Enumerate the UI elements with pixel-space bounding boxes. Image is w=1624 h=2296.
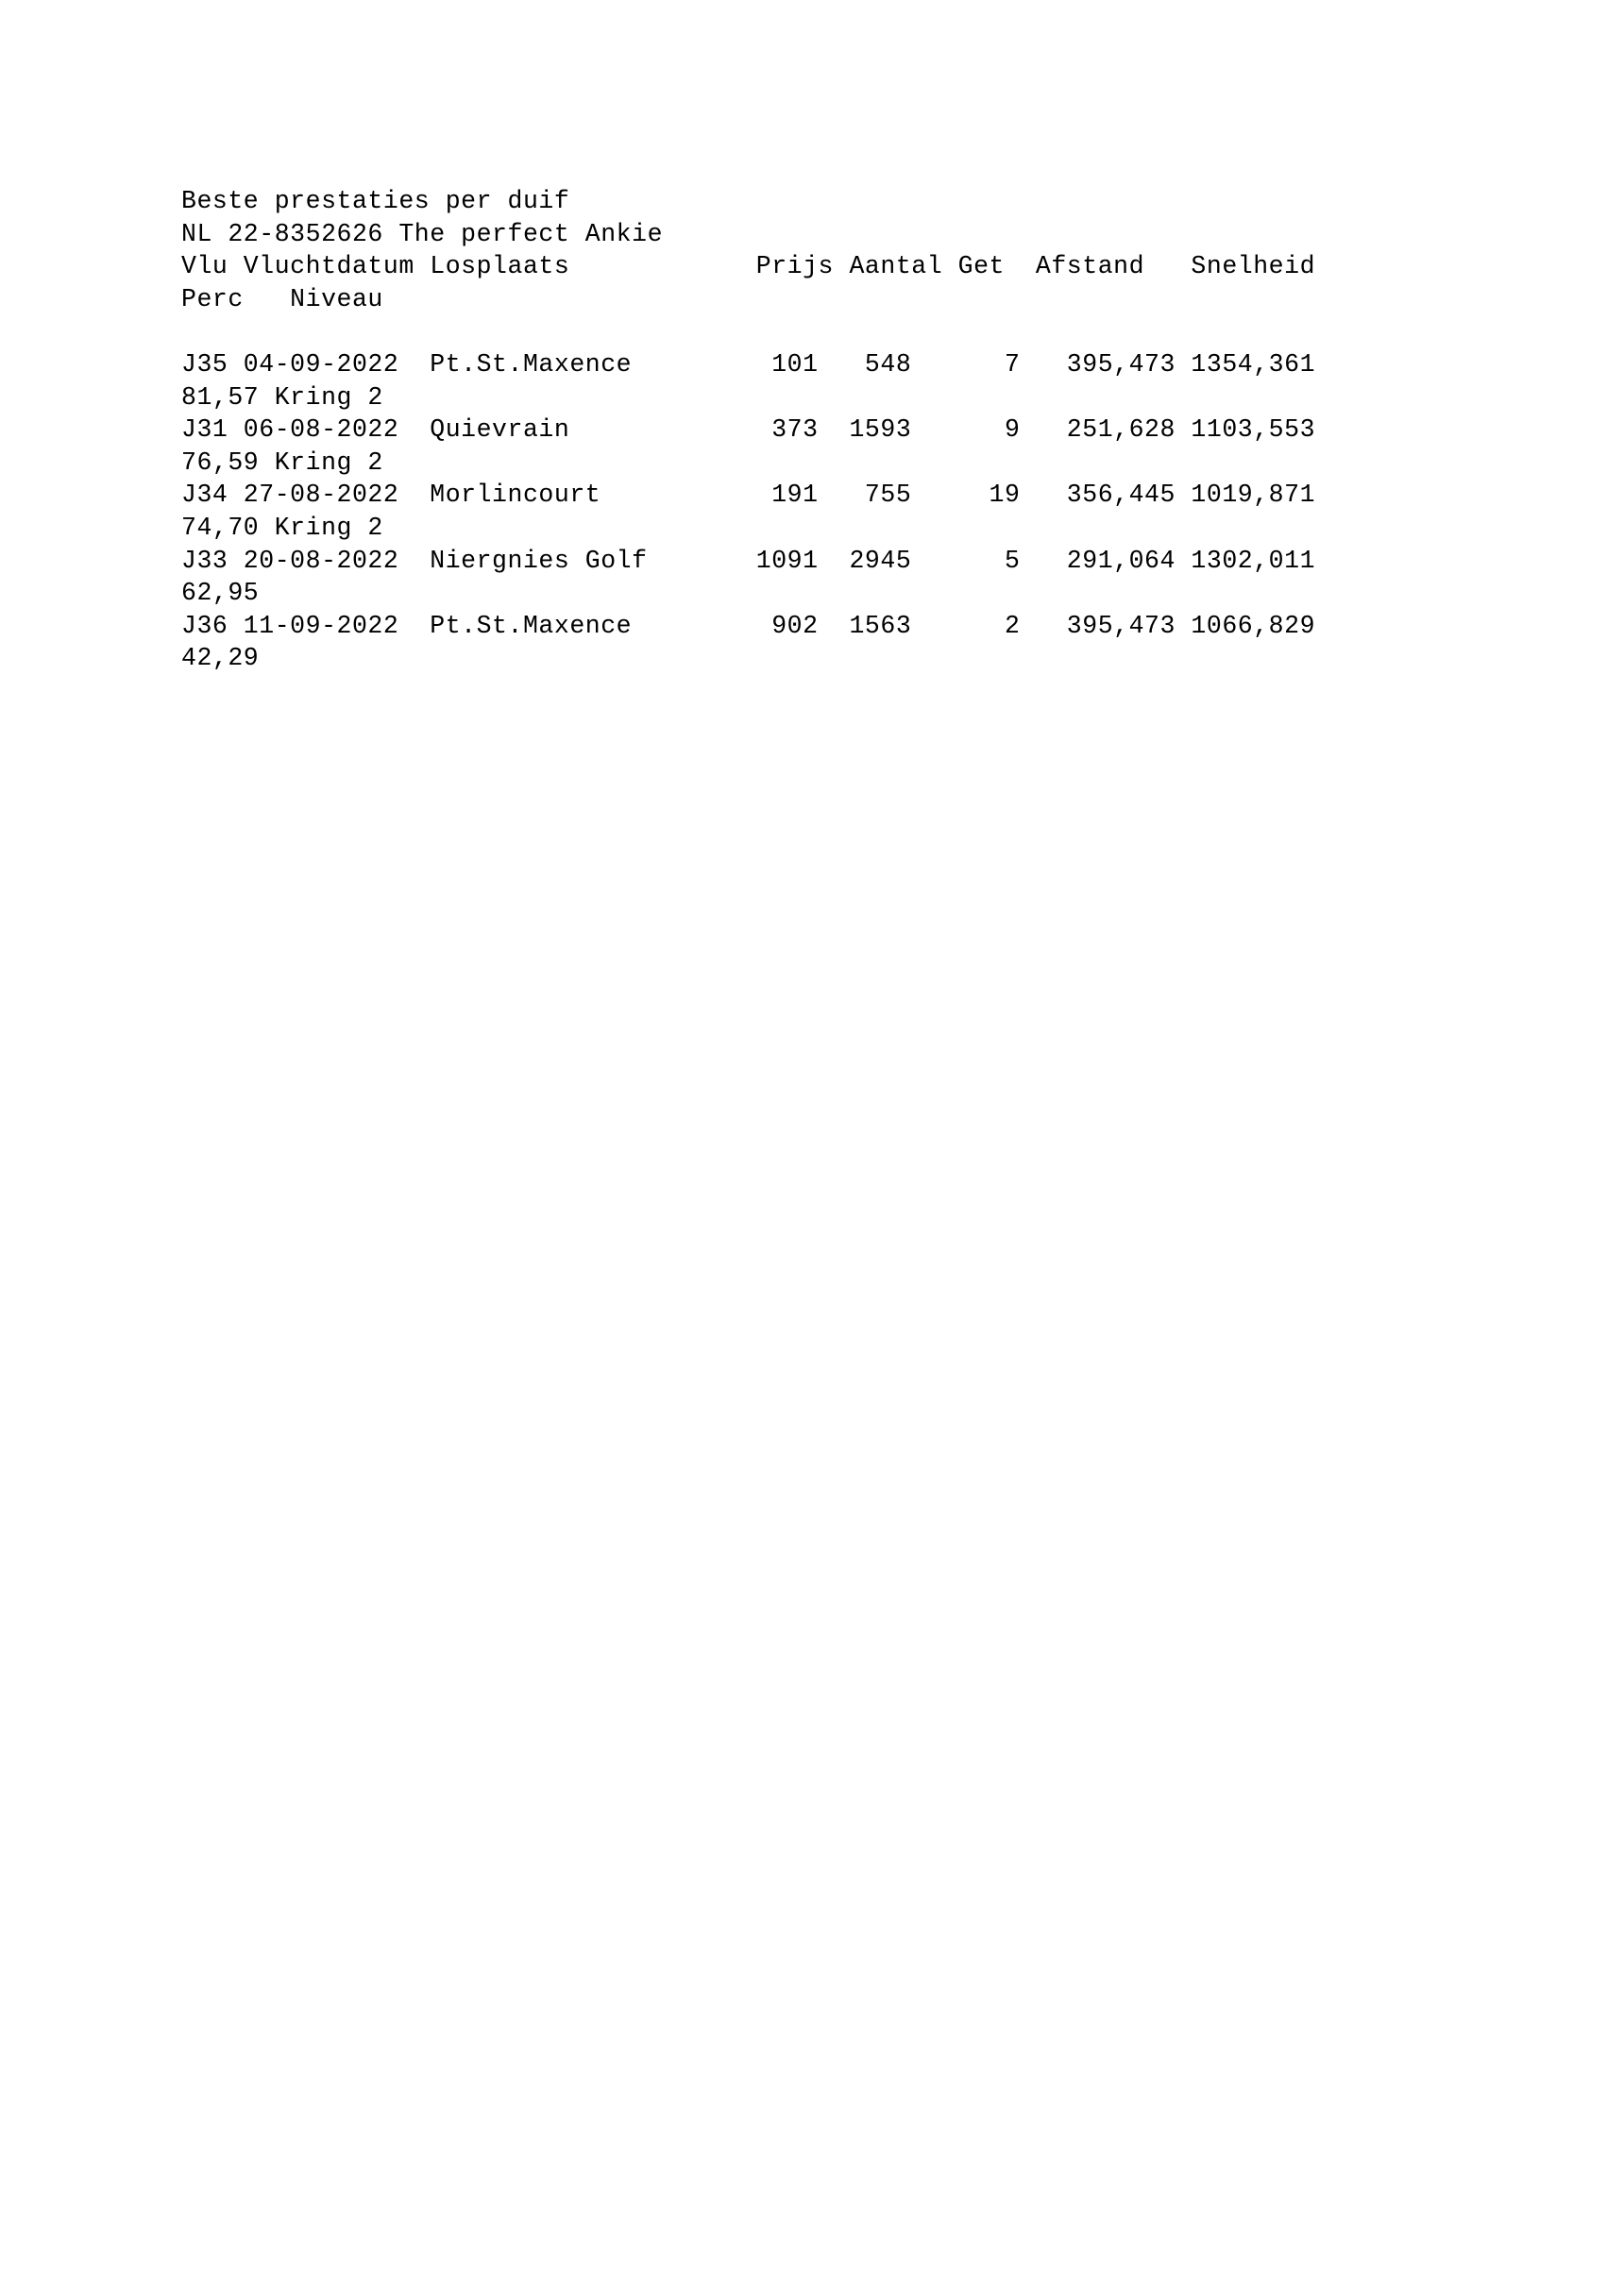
table-header-line-2: Perc Niveau [181, 284, 383, 313]
table-row-continuation: 74,70 Kring 2 [181, 513, 383, 542]
report-title: Beste prestaties per duif [181, 187, 570, 215]
table-row-continuation: 81,57 Kring 2 [181, 382, 383, 412]
table-row: J31 06-08-2022 Quievrain 373 1593 9 251,628 1103,553 [181, 415, 1316, 445]
table-row: J35 04-09-2022 Pt.St.Maxence 101 548 7 395,473 1354,361 [181, 349, 1316, 379]
table-row: J36 11-09-2022 Pt.St.Maxence 902 1563 2 395,473 1066,829 [181, 611, 1316, 640]
pigeon-identifier: NL 22-8352626 The perfect Ankie [181, 219, 664, 248]
table-row: J34 27-08-2022 Morlincourt 191 755 19 356,445 1019,871 [181, 481, 1316, 510]
table-row-continuation: 62,95 [181, 579, 260, 608]
report-body [181, 185, 1503, 675]
header-separator [181, 315, 1503, 348]
table-row-continuation: 76,59 Kring 2 [181, 447, 383, 477]
table-row: J33 20-08-2022 Niergnies Golf 1091 2945 5 291,064 1302,011 [181, 546, 1316, 575]
table-row-continuation: 42,29 [181, 644, 260, 673]
table-header-line-1: Vlu Vluchtdatum Losplaats Prijs Aantal Get Afstand Snelheid [181, 252, 1316, 281]
